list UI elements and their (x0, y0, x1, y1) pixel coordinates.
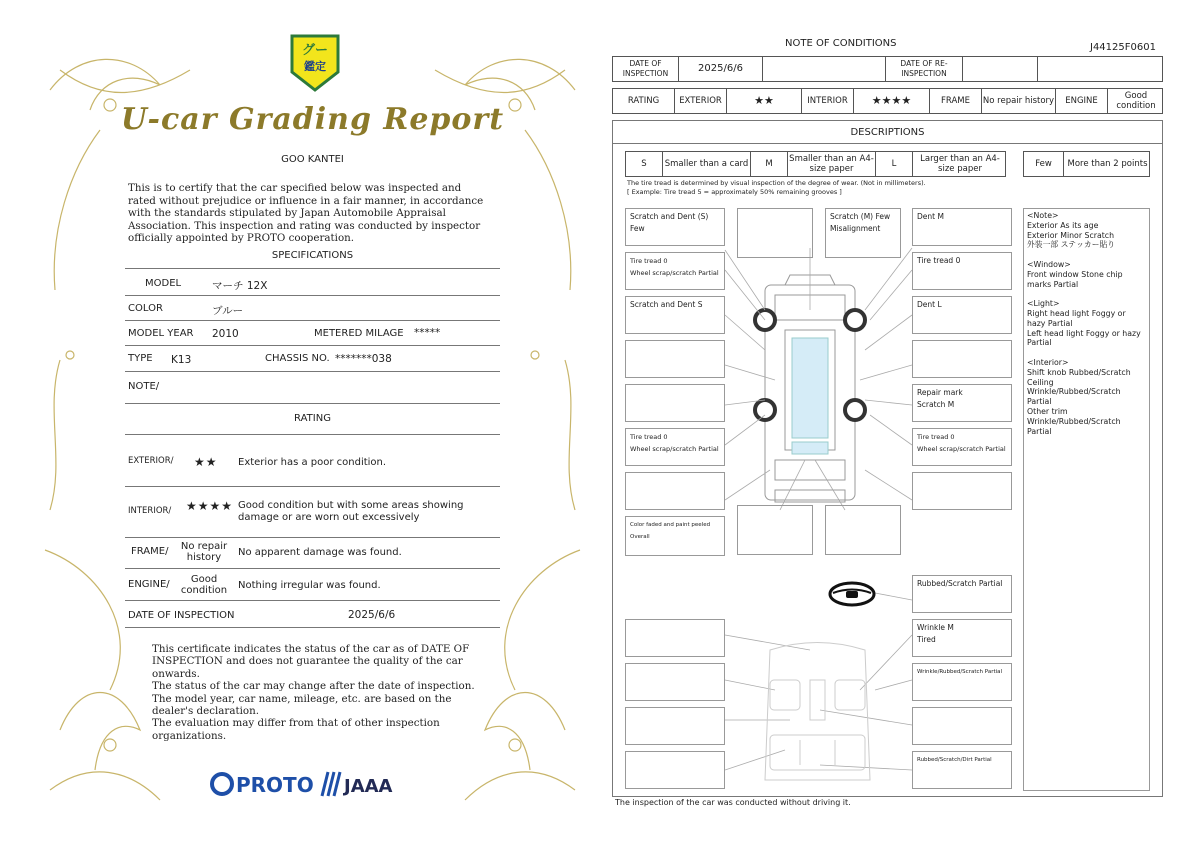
note-box-int-left-3 (625, 707, 725, 745)
report-subtitle: GOO KANTEI (281, 154, 344, 165)
exterior-stars: ★★ (754, 94, 774, 107)
interior-label: INTERIOR (807, 96, 848, 106)
divider (125, 268, 500, 269)
metered-milage-label: METERED MILAGE (314, 328, 404, 339)
note-box-int-right-2: Wrinkle/Rubbed/Scratch Partial (912, 663, 1012, 701)
note-line: Right head light Foggy or hazy Partial (1027, 308, 1129, 328)
divider (125, 295, 500, 296)
type-value: K13 (171, 354, 192, 366)
note-box-right-2: Tire tread 0 (912, 252, 1012, 290)
frame-label: FRAME (941, 96, 970, 106)
note-box-int-right-4: Rubbed/Scratch/Dirt Partial (912, 751, 1012, 789)
metered-milage-value: ***** (414, 327, 441, 339)
note-box-int-left-2 (625, 663, 725, 701)
engine-value: Good condition (180, 574, 228, 596)
specifications-heading: SPECIFICATIONS (271, 250, 354, 261)
note-box-center-1 (737, 208, 813, 258)
note-box-int-left-4 (625, 751, 725, 789)
car-interior-diagram (755, 640, 880, 790)
grading-certificate (40, 30, 585, 820)
legend-desc-s: Smaller than a card (664, 159, 749, 169)
note-box-left-5 (625, 384, 725, 422)
color-label: COLOR (128, 303, 163, 314)
chassis-value: *******038 (335, 353, 392, 365)
proto-logo-icon (212, 774, 232, 794)
logos (210, 768, 410, 800)
reinspection-label: DATE OF RE-INSPECTION (900, 59, 948, 78)
document-id: J44125F0601 (1090, 42, 1156, 53)
exterior-description: Exterior has a poor condition. (238, 457, 387, 468)
report-title: U-car Grading Report (120, 102, 505, 137)
date-of-inspection-label: DATE OF INSPECTION (128, 610, 235, 621)
date-label: DATE OF INSPECTION (622, 59, 669, 78)
steering-wheel-icon (827, 580, 877, 608)
note-box-left-8: Color faded and paint peeled Overall (625, 516, 725, 556)
interior-label: INTERIOR/ (128, 506, 172, 516)
chassis-label: CHASSIS NO. (265, 353, 330, 364)
type-label: TYPE (128, 353, 153, 364)
note-line: Exterior As its age (1027, 220, 1099, 230)
frame-value: No repair history (180, 541, 228, 563)
note-box-right-1: Dent M (912, 208, 1012, 246)
engine-label: ENGINE (1065, 96, 1098, 106)
note-line: Ceiling Wrinkle/Rubbed/Scratch Partial (1027, 377, 1124, 407)
rating-label: RATING (627, 96, 660, 106)
rating-heading: RATING (294, 413, 331, 424)
note-line: <Window> (1027, 259, 1071, 269)
note-box-center-4 (825, 505, 901, 555)
note-box-steering: Rubbed/Scratch Partial (912, 575, 1012, 613)
exterior-label: EXTERIOR/ (128, 456, 174, 466)
proto-logo-text: PROTO (236, 773, 314, 797)
note-box-left-1: Scratch and Dent (S) Few (625, 208, 725, 246)
interior-stars: ★★★★ (186, 499, 234, 513)
model-year-label: MODEL YEAR (128, 328, 194, 339)
engine-label: ENGINE/ (128, 579, 170, 590)
note-box-center-2: Scratch (M) Few Misalignment (825, 208, 901, 258)
tread-example-line: [ Example: Tire tread 5 = approximately 50% remaining grooves ] (627, 188, 842, 196)
note-box-right-3: Dent L (912, 296, 1012, 334)
note-label: NOTE/ (128, 381, 160, 392)
note-box-left-3: Scratch and Dent S (625, 296, 725, 334)
frame-description: No apparent damage was found. (238, 547, 402, 558)
jaaa-logo-icon (322, 772, 340, 796)
note-line: Exterior Minor Scratch (1027, 230, 1115, 240)
engine-value: Good condition (1116, 91, 1156, 111)
divider (125, 434, 500, 435)
closing-line: This certificate indicates the status of the car as of DATE OF INSPECTION and does not guarantee the quality of the car onwards. (152, 643, 470, 680)
note-box-left-6: Tire tread 0 Wheel scrap/scratch Partial (625, 428, 725, 466)
legend-desc-m: Smaller than an A4-size paper (789, 154, 874, 174)
note-line: Other trim Wrinkle/Rubbed/Scratch Partial (1027, 406, 1124, 436)
legend-desc-l: Larger than an A4-size paper (920, 154, 1000, 174)
interior-description: Good condition but with some areas showing damage or are worn out excessively (238, 500, 464, 523)
few-label: Few (1035, 159, 1052, 169)
goo-kantei-badge-icon (288, 32, 342, 92)
note-box-left-7 (625, 472, 725, 510)
certificate-intro: This is to certify that the car specified below was inspected and rated without prejudice or influence in a fair manner, in accordance with the standards stipulated by Japan Automobile Appraisal Association. This inspection and rating was conducted by inspector officially appointed by PROTO cooperation. (128, 182, 484, 245)
divider (125, 537, 500, 538)
divider (125, 627, 500, 628)
note-box-left-4 (625, 340, 725, 378)
divider (125, 371, 500, 372)
interior-stars: ★★★★ (871, 94, 912, 107)
divider (125, 403, 500, 404)
inspection-footer: The inspection of the car was conducted without driving it. (615, 798, 851, 807)
conditions-title: NOTE OF CONDITIONS (785, 38, 897, 49)
divider (125, 345, 500, 346)
legend-key-m: M (765, 159, 773, 169)
divider (125, 486, 500, 487)
frame-label: FRAME/ (131, 546, 169, 557)
color-value: ブルー (212, 305, 244, 317)
note-box-center-3 (737, 505, 813, 555)
note-line: Front window Stone chip marks Partial (1027, 269, 1126, 289)
closing-statement (152, 643, 492, 742)
note-of-conditions (605, 30, 1175, 820)
badge-text-top: グー (301, 43, 329, 58)
note-box-right-5: Repair mark Scratch M (912, 384, 1012, 422)
legend-key-l: L (891, 159, 897, 169)
note-line: 外装一部 ステッカー貼り (1027, 240, 1116, 250)
model-value: マーチ 12X (212, 280, 268, 292)
divider (125, 568, 500, 569)
note-box-right-6: Tire tread 0 Wheel scrap/scratch Partial (912, 428, 1012, 466)
note-line: Left head light Foggy or hazy Partial (1027, 328, 1144, 348)
tread-note-line: The tire tread is determined by visual inspection of the degree of wear. (Not in millimeters). (627, 179, 926, 187)
more-label: More than 2 points (1067, 159, 1148, 169)
jaaa-logo-text: JAAA (344, 776, 393, 797)
note-box-int-left-1 (625, 619, 725, 657)
note-box-int-right-3 (912, 707, 1012, 745)
badge-text-bottom: 鑑定 (304, 60, 326, 73)
note-line (1027, 289, 1146, 299)
descriptions-heading-text: DESCRIPTIONS (850, 126, 925, 138)
engine-description: Nothing irregular was found. (238, 580, 381, 591)
model-label: MODEL (145, 278, 182, 289)
notes-panel (1023, 208, 1150, 791)
note-line (1027, 348, 1146, 358)
closing-line: The evaluation may differ from that of other inspection organizations. (152, 717, 440, 742)
model-year-value: 2010 (212, 328, 239, 340)
divider (125, 320, 500, 321)
note-line (1027, 250, 1146, 260)
note-box-int-right-1: Wrinkle M Tired (912, 619, 1012, 657)
exterior-label: EXTERIOR (679, 96, 722, 106)
exterior-stars: ★★ (194, 455, 218, 469)
note-line: <Light> (1027, 299, 1060, 309)
note-box-left-2: Tire tread 0 Wheel scrap/scratch Partial (625, 252, 725, 290)
date-of-inspection-value: 2025/6/6 (348, 609, 396, 621)
note-line: <Interior> (1027, 357, 1069, 367)
closing-line: The status of the car may change after the date of inspection. (152, 680, 475, 693)
frame-value: No repair history (982, 96, 1055, 106)
note-box-right-4 (912, 340, 1012, 378)
note-box-right-7 (912, 472, 1012, 510)
closing-line: The model year, car name, mileage, etc. are based on the dealer's declaration. (152, 692, 452, 718)
date-value: 2025/6/6 (698, 63, 743, 74)
note-line: Shift knob Rubbed/Scratch (1027, 367, 1131, 377)
divider (125, 600, 500, 601)
note-line: <Note> (1027, 211, 1059, 220)
legend-key-s: S (641, 159, 647, 169)
